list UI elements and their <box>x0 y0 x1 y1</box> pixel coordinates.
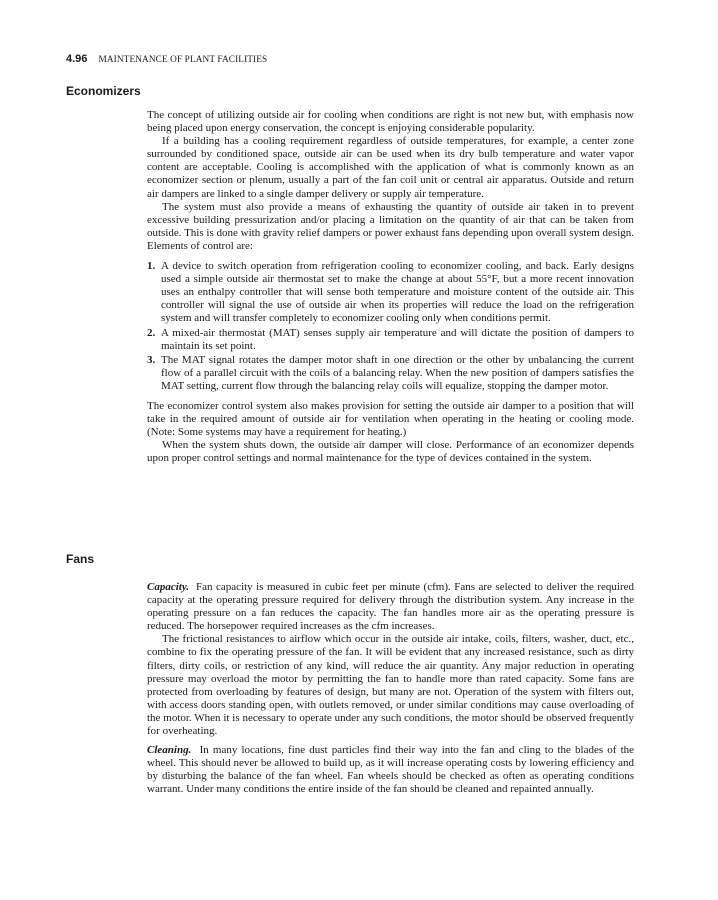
list-item <box>147 354 634 393</box>
paragraph-text: Fan capacity is measured in cubic feet per minute (cfm). Fans are selected to deliver the required capacity at the operating pressure required for delivery through the distribution system. Any increase in the operating pressure on a fan reduces the capacity. The fan handles more air as the operating pressure is reduced. The horsepower required increases as the cfm increases. <box>147 581 634 633</box>
paragraph: The system must also provide a means of exhausting the quantity of outside air taken in to prevent excessive building pressurization and/or placing a limitation on the quantity of air that can be taken from outside. This is done with gravity relief dampers or power exhaust fans depending upon overall system design. Elements of control are: <box>147 200 634 252</box>
run-in-heading-cleaning: Cleaning. <box>147 744 192 757</box>
list-item-number: 1. <box>147 260 156 273</box>
running-title: MAINTENANCE OF PLANT FACILITIES <box>98 55 268 65</box>
control-elements-list <box>147 260 634 393</box>
running-head <box>66 53 267 65</box>
paragraph: When the system shuts down, the outside air damper will close. Performance of an economizer depends upon proper control settings and normal maintenance for the type of devices contained in the system. <box>147 439 634 465</box>
economizers-body <box>147 109 634 465</box>
paragraph <box>147 581 634 633</box>
list-item-text: A mixed-air thermostat (MAT) senses supply air temperature and will dictate the position of dampers to maintain its set point. <box>161 326 634 352</box>
run-in-heading-capacity: Capacity. <box>147 581 190 593</box>
paragraph: The frictional resistances to airflow which occur in the outside air intake, coils, filters, washer, duct, etc., combine to fix the operating pressure of the fan. It will be evident that any increased resistance, such as dirty filters, dirty coils, or restriction of any kind, will reduce the air quantity. Any major reduction in operating pressure may overload the motor by permitting the fan to handle more than rated capacity. Some fans are protected from overloading by features of design, but many are not. Operation of the system with filters out, with access doors standing open, with outlets removed, or under similar conditions may cause overloading of the motor. When it is necessary to operate under any such conditions, the motor should be observed frequently for overheating. <box>147 633 634 738</box>
list-item-text: The MAT signal rotates the damper motor shaft in one direction or the other by unbalancing the current flow of a parallel circuit with the coils of a balancing relay. When the new position of dampers satisfies the MAT setting, current flow through the balancing relay coils will equalize, stopping the damper motor. <box>161 353 634 392</box>
list-item-text: A device to switch operation from refrigeration cooling to economizer cooling, and back. Early designs used a simple outside air thermostat set to make the change at about 55°F, but a more recent innovation uses an enthalpy controller that will sense both temperature and moisture content of the outside air. This controller will signal the use of outside air when its properties will reduce the load on the refrigeration system and will transfer completely to economizer cooling only when conditions permit. <box>161 260 634 325</box>
page-number: 4.96 <box>66 53 88 65</box>
paragraph-text: In many locations, fine dust particles find their way into the fan and cling to the blades of the wheel. This should never be allowed to build up, as it will increase operating costs by lowering efficiency and by disturbing the balance of the fan wheel. Fan wheels should be checked as often as operating conditions warrant. Under many conditions the entire inside of the fan should be cleaned and repainted annually. <box>147 744 635 796</box>
paragraph <box>147 744 634 796</box>
section-heading-fans: Fans <box>66 552 95 566</box>
paragraph: If a building has a cooling requirement regardless of outside temperatures, for example, a center zone surrounded by conditioned space, outside air can be used when its dry bulb temperature and water vapor content are acceptable. Cooling is accomplished with the application of what is commonly known as an economizer section or plenum, usually a part of the fan coil unit or central air apparatus. Outside and return air dampers are linked to a single damper delivery or supply air temperature. <box>147 135 634 200</box>
list-item <box>147 260 634 325</box>
list-item-number: 3. <box>147 353 156 366</box>
list-item-number: 2. <box>147 326 156 339</box>
section-heading-economizers: Economizers <box>66 84 141 98</box>
paragraph: The concept of utilizing outside air for cooling when conditions are right is not new but, with emphasis now being placed upon energy conservation, the concept is enjoying considerable popularity. <box>147 109 634 135</box>
fans-body <box>147 581 634 797</box>
paragraph: The economizer control system also makes provision for setting the outside air damper to a position that will take in the required amount of outside air for ventilation when operating in the heating or cooling mode. (Note: Some systems may have a requirement for heating.) <box>147 399 634 439</box>
list-item <box>147 327 634 353</box>
